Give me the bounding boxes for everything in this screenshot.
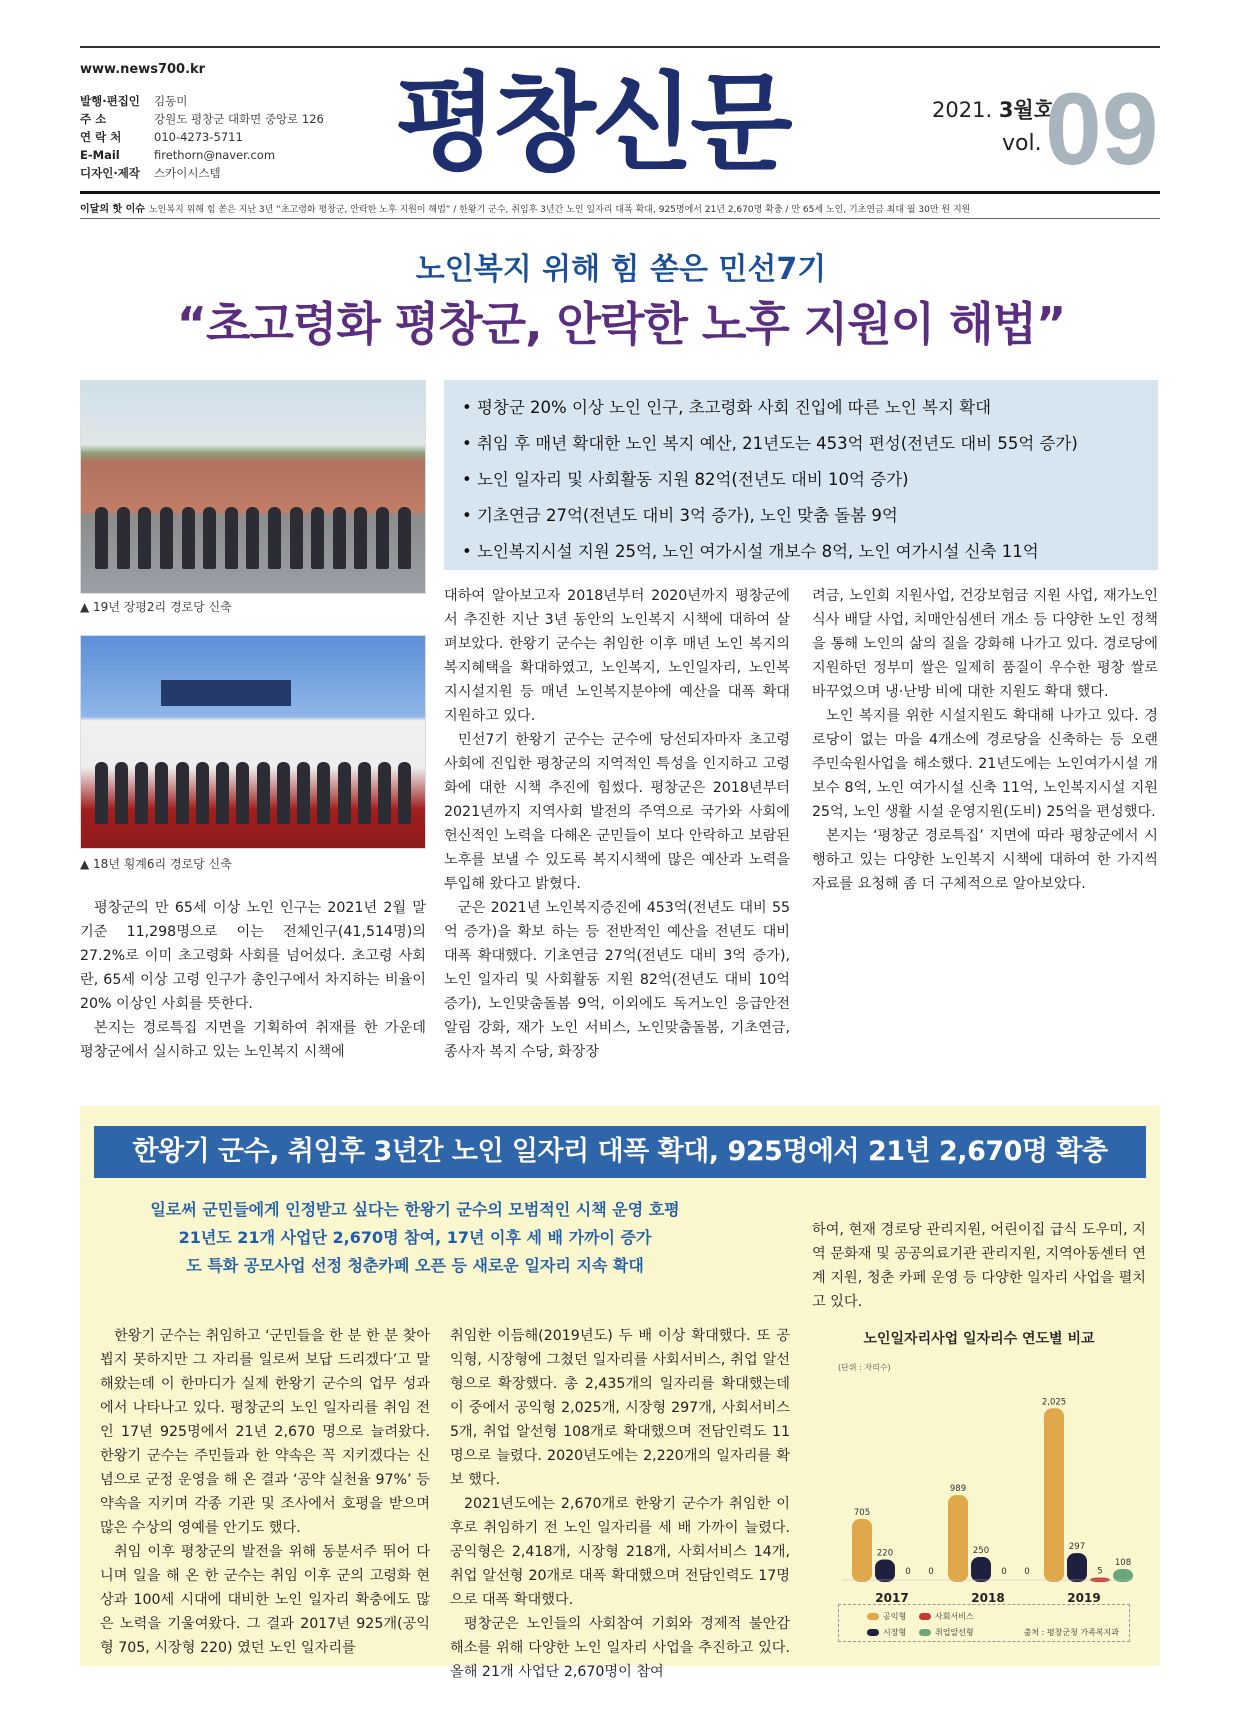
bar-2017-1 [875, 1560, 895, 1582]
issue-date [932, 94, 1054, 124]
info-row [80, 128, 324, 146]
feature-column-3 [812, 1218, 1146, 1314]
paragraph: 민선7기 한왕기 군수는 군수에 당선되자마자 초고령사회에 진입한 평창군의 지역적인 특성을 인지하고 고령화에 대한 시책 추진에 힘썼다. 평창군은 2018년부터 2021년까지 지역사회 발전의 주역으로 국가와 사회에 헌신적인 노력을 다해온 군민들이 보다 안락하고 보람된 노후를 보낼 수 있도록 복지시책에 많은 예산과 노력을 투입해 왔다고 밝혔다. [444, 732, 790, 892]
paragraph: 본지는 경로특집 지면을 기획하여 취재를 한 가운데 평창군에서 실시하고 있는 노인복지 시책에 [80, 1020, 426, 1060]
legend-label: 사회서비스 [935, 1612, 974, 1621]
article-column-3 [812, 584, 1158, 896]
info-row [80, 110, 324, 128]
info-value: firethorn@naver.com [154, 148, 276, 162]
bar-value-label: 297 [1068, 1542, 1086, 1553]
building-sign [161, 680, 291, 706]
paragraph: 평창군은 노인들의 사회참여 기회와 경제적 불안감 해소를 위해 다양한 노인 일자리 사업을 추진하고 있다. 올해 21개 사업단 2,670명이 참여 [450, 1616, 790, 1680]
feature-subheads [100, 1196, 730, 1280]
photo-caption: ▲ 19년 장평2리 경로당 신축 [80, 600, 232, 614]
bar-2018-0 [948, 1495, 968, 1582]
summary-item: • 노인복지시설 지원 25억, 노인 여가시설 개보수 8억, 노인 여가시설 신축 11억 [462, 542, 1039, 561]
hot-issue-rule [80, 218, 1160, 219]
top-rule [80, 46, 1160, 48]
legend-item [919, 1627, 974, 1638]
bar-2019-1 [1067, 1553, 1087, 1582]
paragraph: 취임한 이듬해(2019년도) 두 배 이상 확대했다. 또 공익형, 시장형에 그쳤던 일자리를 사회서비스, 취업 알선형으로 확장했다. 총 2,435개의 일자리를 확대했는데 이 중에서 공익형 2,025개, 시장형 297개, 사회서비스 5개, 취업 알선형 108개로 확대했으며 전담인력도 11명으로 늘렸다. 2020년도에는 2,220개의 일자리를 확보 했다. [450, 1328, 790, 1488]
summary-item: • 기초연금 27억(전년도 대비 3억 증가), 노인 맞춤 돌봄 9억 [462, 506, 898, 525]
paragraph: 려금, 노인회 지원사업, 건강보험금 지원 사업, 재가노인식사 배달 사업, 치매안심센터 개소 등 다양한 노인 정책을 통해 노인의 삶의 질을 강화해 나가고 있다. 경로당에 지원하던 정부미 쌀은 일제히 품질이 우수한 평창 쌀로 바꾸었으며 냉·난방 비에 대한 지원도 확대 했다. [812, 588, 1158, 700]
bar-value-label: 989 [949, 1484, 967, 1495]
info-row [80, 164, 324, 182]
article-column-1 [80, 896, 426, 1064]
legend-item [867, 1611, 906, 1622]
bar-value-label: 2,025 [1041, 1397, 1067, 1408]
subhead: 21년도 21개 사업단 2,670명 참여, 17년 이후 세 배 가까이 증가 [178, 1228, 652, 1247]
paragraph: 하여, 현재 경로당 관리지원, 어린이집 급식 도우미, 지역 문화재 및 공공의료기관 관리지원, 지역아동센터 연계 지원, 청춘 카페 운영 등 다양한 일자리 사업을 펼치고 있다. [812, 1222, 1146, 1310]
legend-label: 공익형 [883, 1612, 907, 1621]
newspaper-logo: 평창신문 [395, 60, 789, 185]
info-row [80, 92, 324, 110]
bar-value-label: 0 [905, 1567, 911, 1577]
article-column-2 [444, 584, 790, 1064]
jobs-bar-chart [812, 1350, 1146, 1606]
photo-people [91, 499, 415, 569]
bar-value-label: 0 [1024, 1567, 1030, 1577]
bar-value-label: 705 [853, 1507, 871, 1518]
info-key: 발행·편집인 [80, 94, 140, 108]
bar-value-label: 220 [876, 1548, 894, 1559]
subhead: 도 특화 공모사업 선정 청춘카페 오픈 등 새로운 일자리 지속 확대 [186, 1256, 644, 1275]
info-key: 주 소 [80, 112, 107, 126]
legend-label: 취업알선형 [935, 1628, 974, 1637]
legend-swatch [867, 1613, 879, 1620]
subhead: 일로써 군민들에게 인정받고 싶다는 한왕기 군수의 모범적인 시책 운영 호평 [150, 1200, 680, 1219]
bar-value-label: 0 [1001, 1567, 1007, 1577]
paragraph: 본지는 ‘평창군 경로특집’ 지면에 따라 평창군에서 시행하고 있는 다양한 노인복지 시책에 대하여 한 가지씩 자료를 요청해 좀 더 구체적으로 알아보았다. [812, 828, 1158, 892]
x-tick-label: 2017 [875, 1591, 909, 1605]
photo-people [91, 754, 415, 824]
paragraph: 평창군의 만 65세 이상 노인 인구는 2021년 2월 말 기준 11,298명으로 이는 전체인구(41,514명)의 27.2%로 이미 초고령화 사회를 넘어섰다. 초고령 사회란, 65세 이상 고령 인구가 총인구에서 차지하는 비율이 20% 이상인 사회를 뜻한다. [80, 900, 426, 1012]
feature-banner: 한왕기 군수, 취임후 3년간 노인 일자리 대폭 확대, 925명에서 21년 2,670명 확충 [94, 1126, 1146, 1178]
bar-value-label: 5 [1097, 1566, 1103, 1577]
bar-2019-0 [1044, 1408, 1064, 1582]
chart-legend [838, 1604, 1130, 1642]
bar-value-label: 0 [928, 1567, 934, 1577]
issue-vol-label: vol. [1002, 131, 1042, 156]
summary-item: • 평창군 20% 이상 노인 인구, 초고령화 사회 진입에 따른 노인 복지 확대 [462, 398, 992, 417]
info-key: 연 락 처 [80, 130, 122, 144]
info-value: 김동미 [154, 94, 188, 108]
legend-swatch [919, 1629, 931, 1636]
bar-value-label: 108 [1114, 1557, 1132, 1568]
info-key: 디자인·제작 [80, 166, 140, 180]
feature-column-1 [100, 1324, 430, 1660]
article-headline: “초고령화 평창군, 안락한 노후 지원이 해법” [176, 297, 1066, 351]
hot-issue-label: 이달의 핫 이슈 [80, 204, 145, 215]
summary-box [444, 380, 1158, 570]
article-kicker: 노인복지 위해 힘 쏟은 민선7기 [415, 252, 827, 287]
chart-unit: (단위 : 자리수) [838, 1363, 891, 1372]
issue-month: 3월호 [998, 98, 1054, 122]
legend-label: 시장형 [883, 1628, 907, 1637]
photo-caption: ▲ 18년 횡계6리 경로당 신축 [80, 857, 232, 871]
feature-column-2 [450, 1324, 790, 1684]
legend-item [867, 1627, 906, 1638]
summary-item: • 노인 일자리 및 사회활동 지원 82억(전년도 대비 10억 증가) [462, 470, 909, 489]
bar-2017-0 [852, 1519, 872, 1582]
info-row [80, 146, 324, 164]
info-value: 010-4273-5711 [154, 130, 243, 144]
publisher-info [80, 92, 324, 182]
chart-source: 출처 : 평창군청 가족복지과 [1023, 1628, 1119, 1637]
hot-issue-text: 노인복지 위해 힘 쏟은 지난 3년 “초고령화 평창군, 안락한 노후 지원이 해법” / 한왕기 군수, 취임후 3년간 노인 일자리 대폭 확대, 925명에서 21년 2,670명 확충 / 만 65세 노인, 기초연금 최대 월 30만 원 지원 [148, 205, 971, 215]
summary-item: • 취임 후 매년 확대한 노인 복지 예산, 21년도는 453억 편성(전년도 대비 55억 증가) [462, 434, 1078, 453]
bar-2018-1 [971, 1557, 991, 1582]
masthead-rule [80, 191, 1160, 194]
legend-item [919, 1611, 974, 1622]
issue-number: 09 [1045, 72, 1159, 186]
info-value: 스카이시스템 [154, 166, 221, 180]
chart-title: 노인일자리사업 일자리수 연도별 비교 [863, 1331, 1095, 1347]
photo-ribbon-cutting-hoenggye [80, 635, 426, 849]
site-url[interactable]: www.news700.kr [80, 62, 206, 77]
paragraph: 취임 이후 평창군의 발전을 위해 동분서주 뛰어 다니며 일을 해 온 한 군수는 취임 이후 군의 고령화 현상과 100세 시대에 대비한 노인 일자리 확충에도 많은 노력을 기울여왔다. 그 결과 2017년 925개(공익형 705, 시장형 220) 였던 노인 일자리를 [100, 1544, 430, 1656]
info-value: 강원도 평창군 대화면 중앙로 126 [154, 112, 324, 126]
x-tick-label: 2019 [1067, 1591, 1101, 1605]
x-tick-label: 2018 [971, 1591, 1005, 1605]
hot-issue-line [80, 200, 970, 215]
issue-year: 2021. [932, 98, 993, 122]
bar-value-label: 250 [972, 1546, 990, 1557]
paragraph: 2021년도에는 2,670개로 한왕기 군수가 취임한 이후로 취임하기 전 노인 일자리를 세 배 가까이 늘렸다. 공익형은 2,418개, 시장형 218개, 사회서비스 14개, 취업 알선형 20개로 대폭 확대했으며 전담인력도 17명으로 대폭 확대했다. [450, 1496, 790, 1608]
photo-ribbon-cutting-jangpyeong [80, 380, 426, 594]
info-key: E-Mail [80, 148, 120, 162]
legend-swatch [867, 1629, 879, 1636]
paragraph: 노인 복지를 위한 시설지원도 확대해 나가고 있다. 경로당이 없는 마을 4개소에 경로당을 신축하는 등 오랜 주민숙원사업을 해소했다. 21년도에는 노인여가시설 개보수 8억, 노인 여가시설 신축 11억, 노인복지시설 지원 25억, 노인 생활 시설 운영지원(도비) 25억을 편성했다. [812, 708, 1158, 820]
paragraph: 한왕기 군수는 취임하고 ‘군민들을 한 분 한 분 찾아뵙지 못하지만 그 자리를 일로써 보답 드리겠다’고 말해왔는데 이 한마디가 실제 한왕기 군수의 업무 성과에서 나타나고 있다. 평창군의 노인 일자리를 취임 전인 17년 925명에서 21년 2,670 명으로 늘려왔다. 한왕기 군수는 주민들과 한 약속은 꼭 지키겠다는 신념으로 군정 운영을 해 온 결과 ‘공약 실천율 97%’ 등 약속을 지키며 각종 기관 및 조사에서 호평을 받으며 많은 수상의 영예를 안기도 했다. [100, 1328, 430, 1536]
paragraph: 군은 2021년 노인복지증진에 453억(전년도 대비 55억 증가)을 확보 하는 등 전반적인 예산을 전년도 대비 대폭 확대했다. 기초연금 27억(전년도 대비 3억 증가), 노인 일자리 및 사회활동 지원 82억(전년도 대비 10억 증가), 노인맞춤돌봄 9억, 이외에도 독거노인 응급안전 알림 강화, 재가 노인 서비스, 노인맞춤돌봄, 기초연금, 종사자 복지 수당, 화장장 [444, 900, 790, 1060]
legend-swatch [919, 1613, 931, 1620]
paragraph: 대하여 알아보고자 2018년부터 2020년까지 평창군에서 추진한 지난 3년 동안의 노인복지 시책에 대하여 살펴보았다. 한왕기 군수는 취임한 이후 매년 노인 복지의 복지혜택을 확대하였고, 노인복지, 노인일자리, 노인복지시설지원 등 매년 노인복지분야에 예산을 대폭 확대 지원하고 있다. [444, 588, 790, 724]
